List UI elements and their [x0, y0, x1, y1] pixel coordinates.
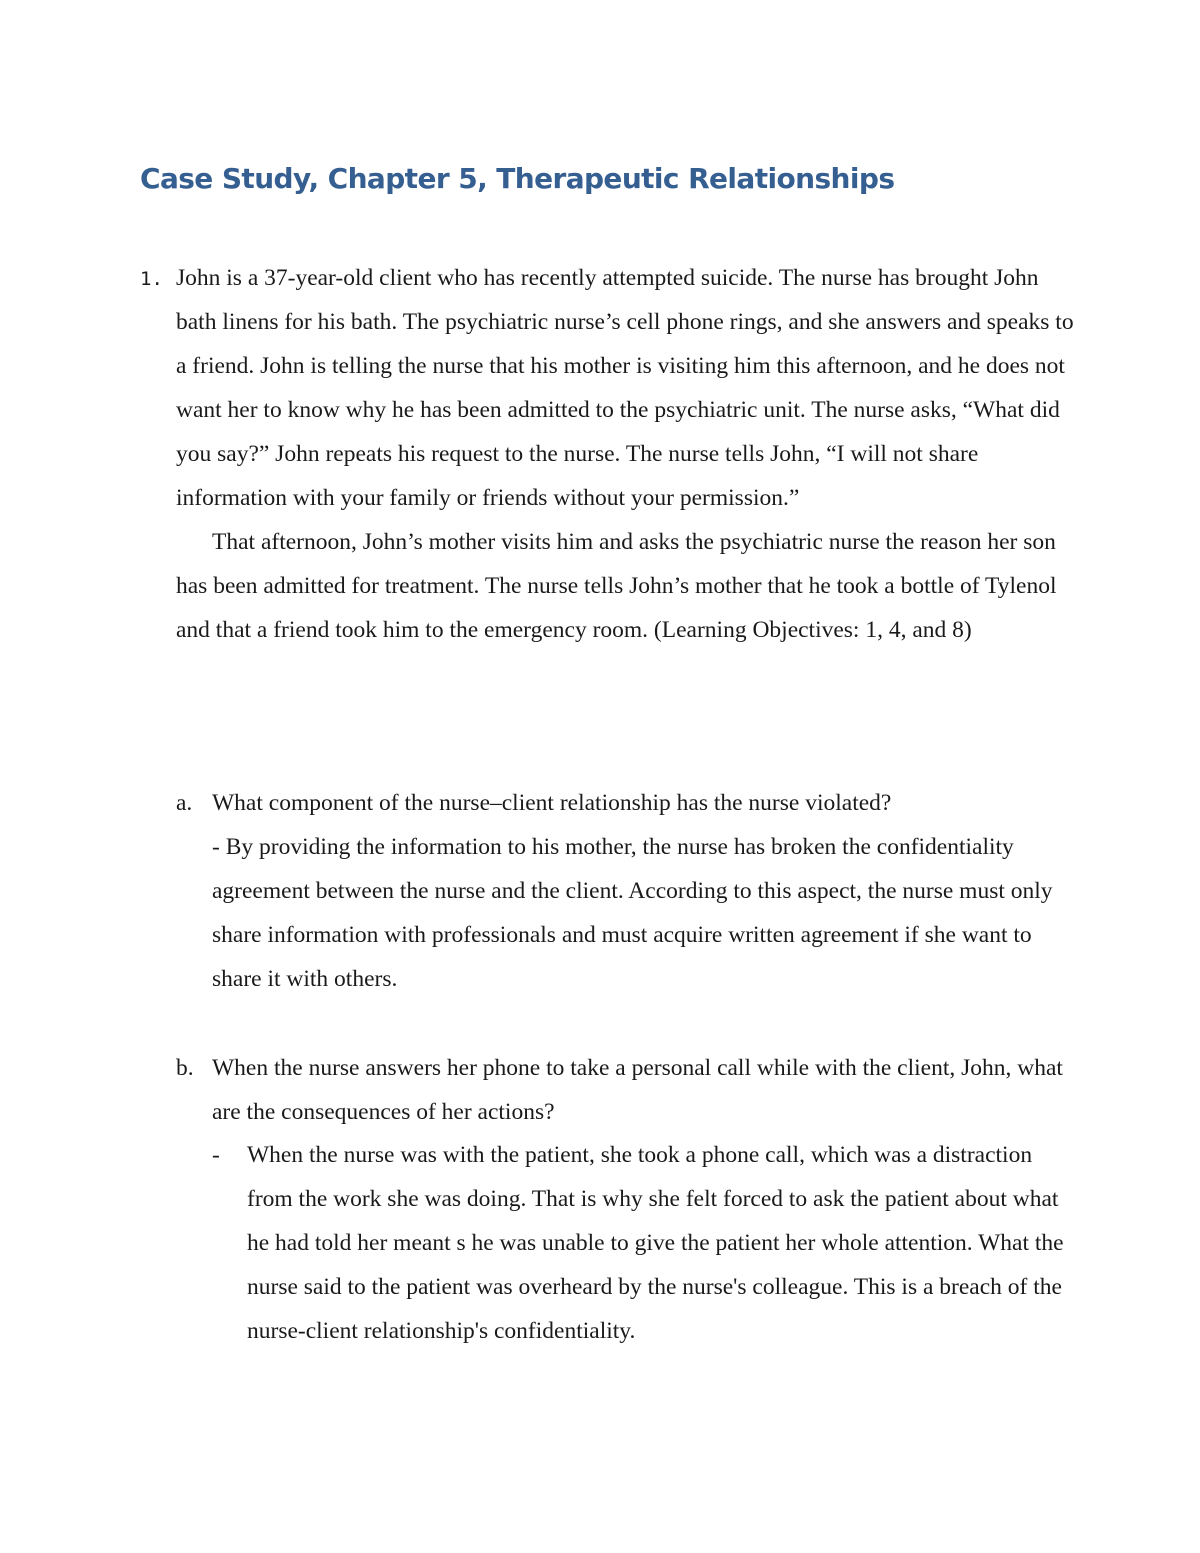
sub-question-b-marker: b.	[176, 1055, 194, 1081]
sub-question-a	[212, 781, 1072, 1001]
question-1-text	[176, 256, 1076, 652]
sub-question-b-text: When the nurse answers her phone to take a personal call while with the client, John, what are the consequences of her actions?	[212, 1055, 1063, 1125]
document-title: Case Study, Chapter 5, Therapeutic Relationships	[140, 162, 895, 195]
sub-question-b	[212, 1046, 1072, 1134]
question-number: 1.	[140, 268, 163, 290]
sub-question-a-marker: a.	[176, 790, 193, 816]
question-paragraph-1: John is a 37-year-old client who has recently attempted suicide. The nurse has brought John bath linens for his bath. The psychiatric nurse’s cell phone rings, and she answers and speaks to a friend. John is telling the nurse that his mother is visiting him this afternoon, and he does not want her to know why he has been admitted to the psychiatric unit. The nurse asks, “What did you say?” John repeats his request to the nurse. The nurse tells John, “I will not share information with your family or friends without your permission.”	[176, 265, 1074, 511]
question-paragraph-2: That afternoon, John’s mother visits him and asks the psychiatric nurse the reason her son has been admitted for treatment. The nurse tells John’s mother that he took a bottle of Tylenol and that a friend took him to the emergency room. (Learning Objectives: 1, 4, and 8)	[176, 529, 1057, 643]
sub-question-b-answer-block	[247, 1133, 1077, 1353]
sub-question-b-answer: When the nurse was with the patient, she took a phone call, which was a distraction from the work she was doing. That is why she felt forced to ask the patient about what he had told her meant s he was unable to give the patient her whole attention. What the nurse said to the patient was overheard by the nurse's colleague. This is a breach of the nurse-client relationship's confidentiality.	[247, 1142, 1064, 1344]
answer-bullet: -	[212, 1142, 220, 1168]
sub-question-a-text: What component of the nurse–client relationship has the nurse violated?	[212, 790, 892, 816]
sub-question-a-answer: - By providing the information to his mother, the nurse has broken the confidentiality agreement between the nurse and the client. According to this aspect, the nurse must only share information with professionals and must acquire written agreement if she want to share it with others.	[212, 834, 1053, 992]
